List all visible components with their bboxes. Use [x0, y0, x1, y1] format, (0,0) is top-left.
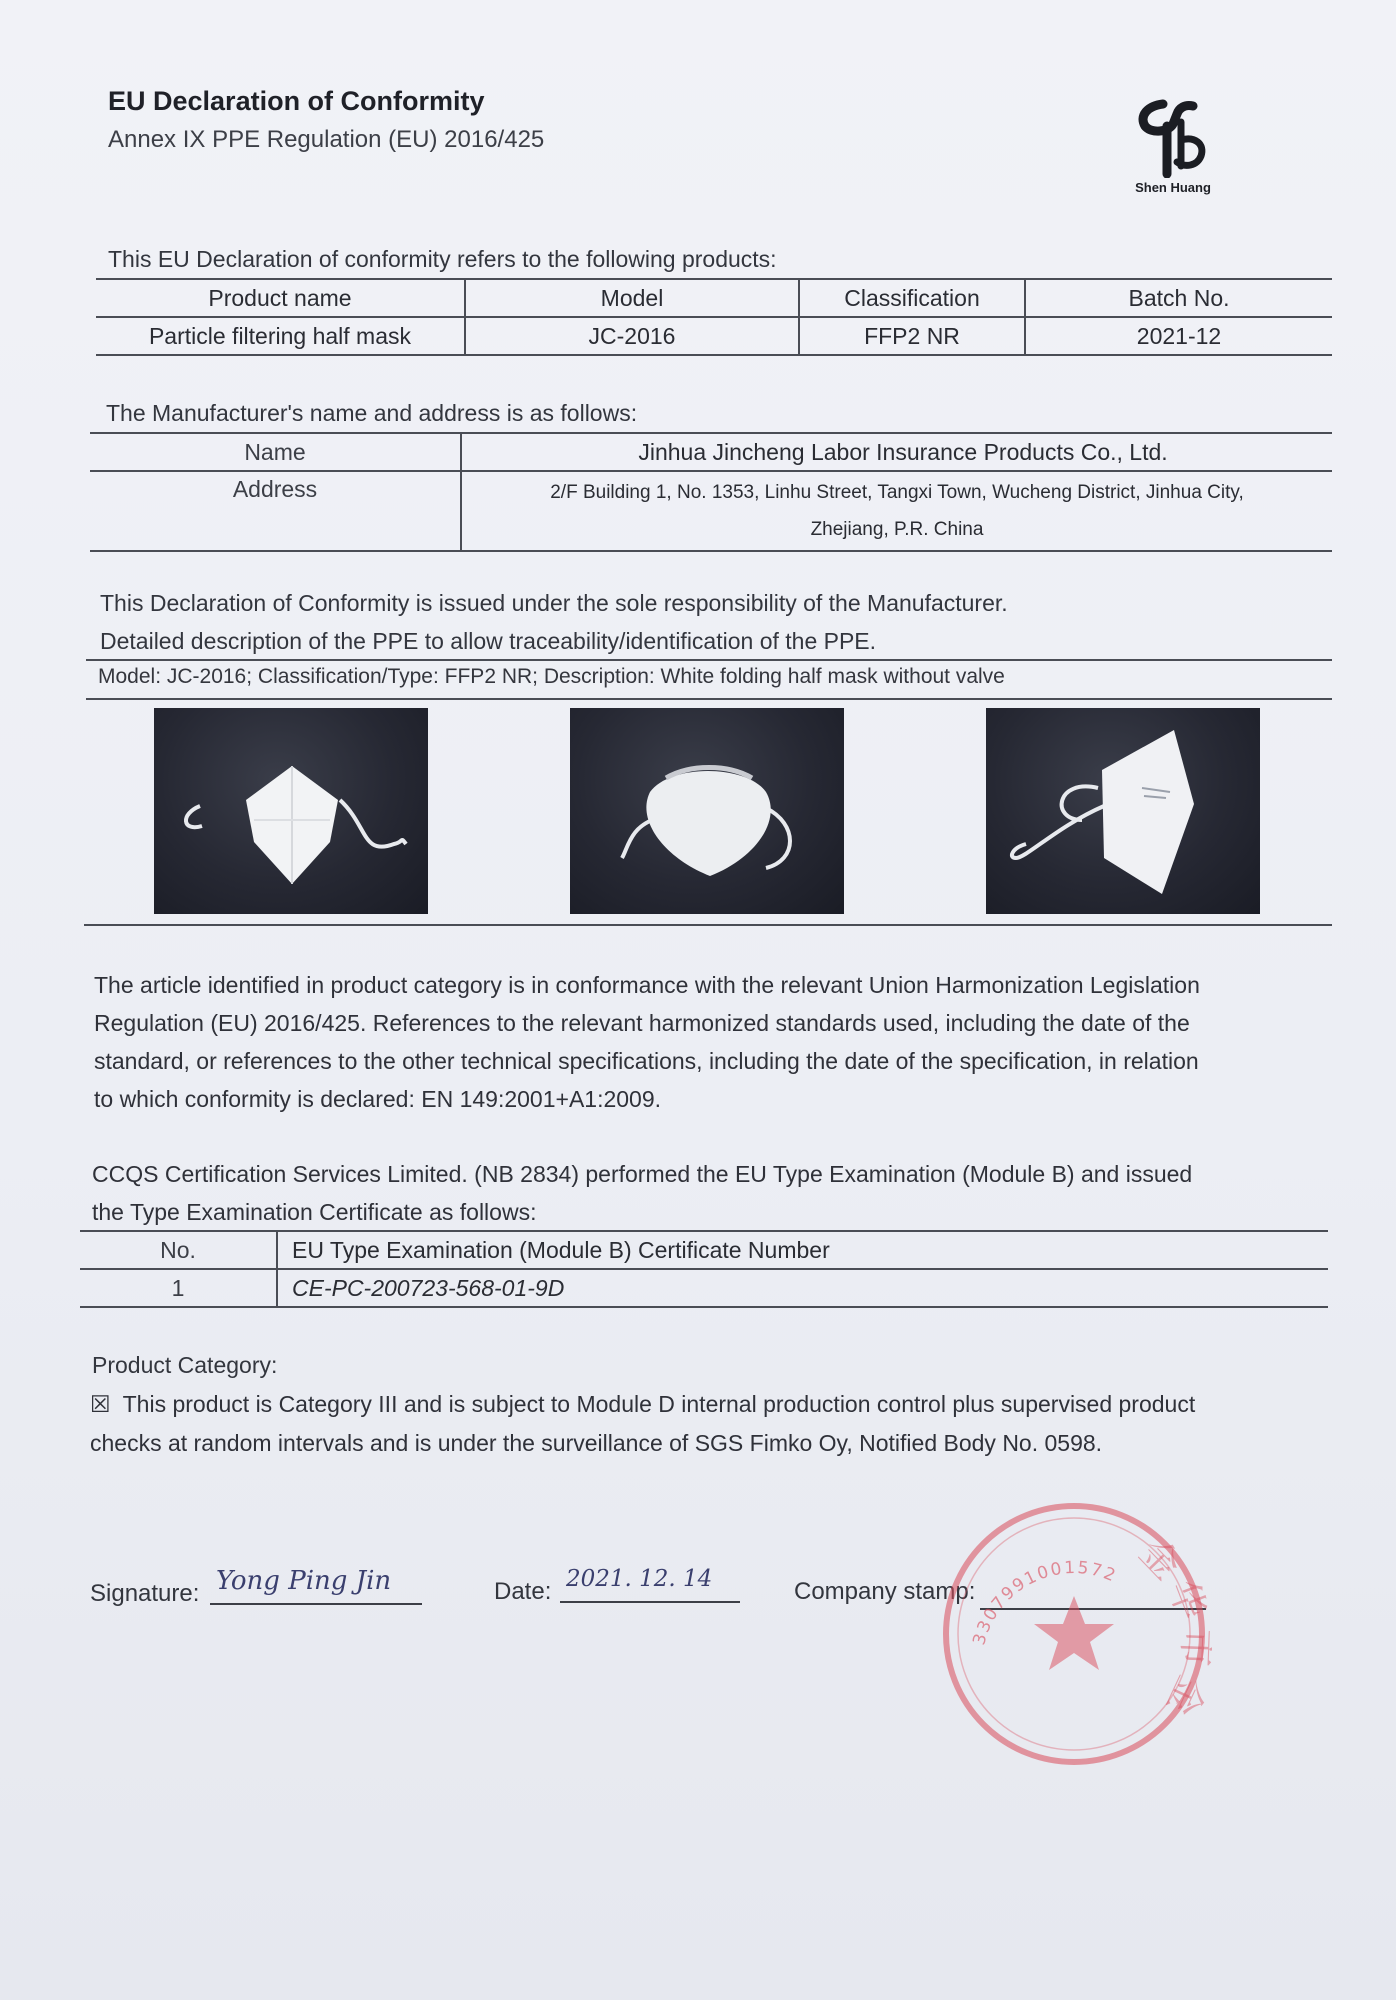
category-line-1: This product is Category III and is subject to Module D internal production control plus supervised product: [122, 1391, 1196, 1417]
col-certificate-number: EU Type Examination (Module B) Certificate Number: [277, 1231, 1328, 1269]
signature-label: Signature:: [90, 1580, 200, 1607]
address-label: Address: [90, 471, 461, 551]
mask-side-image: [986, 708, 1260, 914]
date-line: [560, 1601, 740, 1603]
name-label: Name: [90, 433, 461, 471]
divider: [86, 698, 1332, 700]
ppe-description: Model: JC-2016; Classification/Type: FFP2 NR; Description: White folding half mask without valve: [98, 665, 1005, 688]
mask-inside-image: [570, 708, 844, 914]
certificate-header-row: [80, 1231, 1328, 1269]
certificate-table: [80, 1230, 1328, 1308]
certification-line-1: CCQS Certification Services Limited. (NB 2834) performed the EU Type Examination (Module B) and issued: [92, 1161, 1193, 1187]
declaration-line-1: This Declaration of Conformity is issued under the sole responsibility of the Manufacturer.: [100, 590, 1008, 616]
stamp-number: 3307991001572: [969, 1557, 1120, 1648]
cell-classification: FFP2 NR: [799, 317, 1025, 355]
col-product-name: Product name: [96, 279, 465, 317]
date-handwriting: 2021. 12. 14: [566, 1566, 713, 1592]
col-no: No.: [80, 1231, 277, 1269]
conformance-line-2: Regulation (EU) 2016/425. References to the relevant harmonized standards used, including the date of the: [94, 1010, 1190, 1036]
mask-photo-side: [986, 708, 1260, 914]
conformance-paragraph: [94, 966, 1200, 1118]
signature-line: [210, 1603, 422, 1605]
certification-line-2: the Type Examination Certificate as follows:: [92, 1199, 537, 1225]
cell-model: JC-2016: [465, 317, 799, 355]
document-subtitle: Annex IX PPE Regulation (EU) 2016/425: [108, 126, 545, 153]
cell-batch-no: 2021-12: [1025, 317, 1332, 355]
divider: [84, 924, 1332, 926]
cell-certificate-number: CE-PC-200723-568-01-9D: [277, 1269, 1328, 1307]
red-seal-icon: [936, 1496, 1212, 1772]
divider: [86, 659, 1332, 661]
company-stamp: [936, 1496, 1212, 1772]
conformance-line-1: The article identified in product category is in conformance with the relevant Union Harmonization Legislation: [94, 972, 1200, 998]
col-classification: Classification: [799, 279, 1025, 317]
document-title: EU Declaration of Conformity: [108, 86, 485, 116]
manufacturer-table: [90, 432, 1332, 552]
manufacturer-name-row: [90, 433, 1332, 471]
address-line-2: Zhejiang, P.R. China: [810, 519, 984, 540]
mask-photo-inside: [570, 708, 844, 914]
certificate-data-row: [80, 1269, 1328, 1307]
mask-front-image: [154, 708, 428, 914]
date-label: Date:: [494, 1578, 552, 1605]
col-model: Model: [465, 279, 799, 317]
products-data-row: [96, 317, 1332, 355]
checked-box-icon: ☒: [90, 1392, 111, 1418]
company-stamp-label: Company stamp:: [794, 1578, 976, 1605]
cell-product-name: Particle filtering half mask: [96, 317, 465, 355]
cell-no: 1: [80, 1269, 277, 1307]
products-table: [96, 278, 1332, 356]
product-category-text: [90, 1385, 1195, 1462]
stamp-star-icon: [1034, 1596, 1114, 1670]
signature-handwriting: Yong Ping Jin: [216, 1566, 392, 1596]
product-category-label: Product Category:: [92, 1352, 278, 1378]
address-line-1: 2/F Building 1, No. 1353, Linhu Street, Tangxi Town, Wucheng District, Jinhua City,: [550, 482, 1244, 503]
mask-photo-front: [154, 708, 428, 914]
conformance-line-4: to which conformity is declared: EN 149:2001+A1:2009.: [94, 1086, 662, 1112]
address-value: [461, 471, 1332, 551]
manufacturer-intro: The Manufacturer's name and address is as follows:: [106, 400, 638, 426]
logo-caption: Shen Huang: [1135, 180, 1211, 195]
conformance-line-3: standard, or references to the other technical specifications, including the date of the specification, in relation: [94, 1048, 1199, 1074]
company-logo: [1128, 96, 1218, 200]
stamp-characters: 金华 金: [1130, 1530, 1212, 1728]
declaration-line-2: Detailed description of the PPE to allow traceability/identification of the PPE.: [100, 628, 877, 654]
products-header-row: [96, 279, 1332, 317]
name-value: Jinhua Jincheng Labor Insurance Products Co., Ltd.: [461, 433, 1332, 471]
category-line-2: checks at random intervals and is under the surveillance of SGS Fimko Oy, Notified Body No. 0598.: [90, 1430, 1103, 1456]
certification-paragraph: [92, 1155, 1192, 1231]
shen-huang-logo-icon: [1133, 96, 1213, 178]
products-intro: This EU Declaration of conformity refers to the following products:: [108, 246, 777, 272]
col-batch-no: Batch No.: [1025, 279, 1332, 317]
manufacturer-address-row: [90, 471, 1332, 551]
